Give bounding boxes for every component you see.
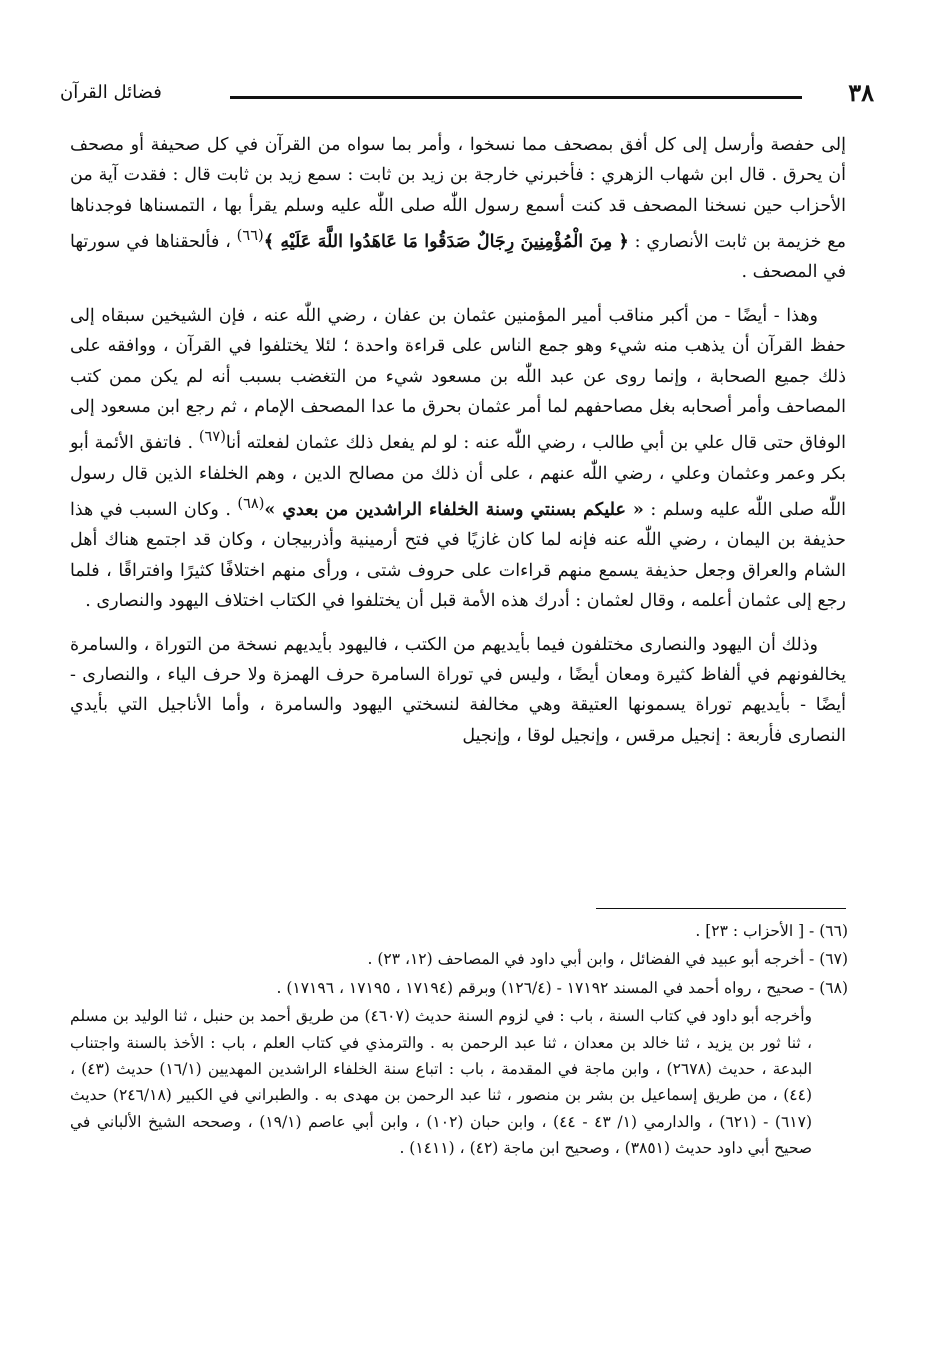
paragraph-3: وذلك أن اليهود والنصارى مختلفون فيما بأيديهم من الكتب ، فاليهود بأيديهم نسخة من التوراة ، والسامرة يخالفونهم في ألفاظ كثيرة ومعان أيضًا ، وليس في توراة السامرة حرف الهمزة ولا حرف الياء ، والنصارى - أيضًا - بأيديهم توراة يسمونها العتيقة وهي مخالفة لنسختي اليهود والسامرة ، وأما الأناجيل التي بأيدي النصارى فأربعة : إنجيل مرقس ، وإنجيل لوقا ، وإنجيل — [70, 634, 846, 746]
paragraph-2 — [70, 301, 846, 617]
footnotes — [70, 918, 848, 1164]
paragraph-1-text-a: إلى حفصة وأرسل إلى كل أفق بمصحف مما نسخوا ، وأمر بما سواه من القرآن في كل صحيفة أو مصحف أن يحرق . قال ابن شهاب الزهري : فأخبرني خارجة بن زيد بن ثابت : سمع زيد بن ثابت قال : فقدت آية من الأحزاب حين نسخنا المصحف قد كنت أسمع رسول اللّٰه صلى اللّٰه عليه وسلم يقرأ بها ، التمسناها فوجدناها مع خزيمة بن ثابت الأنصاري : — [70, 135, 846, 253]
paragraph-2-text-c: . وكان السبب في هذا حذيفة بن اليمان ، رضي اللّٰه عنه فإنه لما كان غازيًا في فتح أرمينية وأذربيجان ، وكان قد اجتمع هناك أهل الشام والعراق وجعل حذيفة يسمع منهم قراءات على حروف شتى ، ورأى منهم اختلافًا كثيرًا وافتراقًا ، فلما رجع إلى عثمان أعلمه ، وقال لعثمان : أدرك هذه الأمة قبل أن يختلفوا في الكتاب اختلاف اليهود والنصارى . — [70, 499, 846, 612]
page-number: ٣٨ — [848, 78, 874, 107]
running-title: فضائل القرآن — [60, 82, 162, 103]
footnote-67: (٦٧) - أخرجه أبو عبيد في الفضائل ، وابن أبي داود في المصاحف (١٢، ٢٣) . — [367, 950, 848, 969]
footnote-separator — [596, 908, 846, 909]
page-header — [60, 78, 874, 112]
paragraph-2-text-b: . فاتفق الأئمة أبو بكر وعمر وعثمان وعلي ، رضي اللّٰه عنهم ، على أن ذلك من مصالح الدين ، وهم الخلفاء الذين قال رسول اللّٰه صلى اللّٰه عليه وسلم : — [70, 433, 846, 520]
footnote-68-body: وأخرجه أبو داود في كتاب السنة ، باب : في لزوم السنة حديث (٤٦٠٧) من طريق أحمد بن حنبل ، ثنا الوليد بن مسلم ، ثنا ثور بن يزيد ، ثنا خالد بن معدان ، ثنا عبد الرحمن به . والترمذي في كتاب العلم ، باب : الأخذ بالسنة واجتناب البدعة ، حديث (٢٦٧٨) ، وابن ماجة في المقدمة ، باب : اتباع سنة الخلفاء الراشدين المهديين (١٦/١) حديث (٤٣) ، (٤٤) ، من طريق إسماعيل بن بشر بن منصور ، ثنا عبد الرحمن بن مهدى به . والطبراني في الكبير (٢٤٦/١٨) حديث (٦١٧) - (٦٢١) ، والدارمي (١/ ٤٣ - ٤٤) ، وابن حبان (١٠٢) ، وابن أبي عاصم (١٩/١) ، وصححه الشيخ الألباني في صحيح أبي داود حديث (٣٨٥١) ، وصحيح ابن ماجة (٤٢) ، (١٤١١) . — [70, 1007, 813, 1158]
hadith-quote: « عليكم بسنتي وسنة الخلفاء الراشدين من بعدي » — [264, 499, 644, 520]
quran-quote: ﴿ مِنَ الْمُؤْمِنِينَ رِجَالٌ صَدَقُوا مَا عَاهَدُوا اللَّهَ عَلَيْهِ ﴾ — [263, 232, 629, 253]
footnote-ref-66[interactable]: (٦٦) — [236, 227, 264, 245]
footnote-66: (٦٦) - [ الأحزاب : ٢٣] . — [695, 922, 848, 940]
footnote-68-head: (٦٨) - صحيح ، رواه أحمد في المسند ١٧١٩٢ - (١٢٦/٤) وبرقم (١٧١٩٤ ، ١٧١٩٥ ، ١٧١٩٦) . — [276, 978, 848, 997]
main-text — [70, 130, 846, 764]
paragraph-1-text-b: ، فألحقناها في سورتها في المصحف . — [70, 232, 846, 283]
header-rule — [230, 96, 802, 99]
paragraph-2-text-a: وهذا - أيضًا - من أكبر مناقب أمير المؤمنين عثمان بن عفان ، رضي اللّٰه عنه ، فإن الشيخين سبقاه إلى حفظ القرآن أن يذهب منه شيء وهو جمع الناس على قراءة واحدة ؛ لئلا يختلفوا في القرآن ، ووافقه على ذلك جميع الصحابة ، وإنما روى عن عبد اللّٰه بن مسعود شيء من التغضب بسبب أنه لم يكن ممن كتب المصاحف وأمر أصحابه بغل مصاحفهم لما أمر عثمان بحرق ما عدا المصحف الإمام ، ثم رجع ابن مسعود إلى الوفاق حتى قال علي بن أبي طالب ، رضي اللّٰه عنه : لو لم يفعل ذلك عثمان لفعلته أنا — [70, 305, 846, 454]
footnote-ref-67[interactable]: (٦٧) — [198, 428, 226, 446]
paragraph-1 — [70, 130, 846, 288]
footnote-ref-68[interactable]: (٦٨) — [237, 495, 265, 513]
